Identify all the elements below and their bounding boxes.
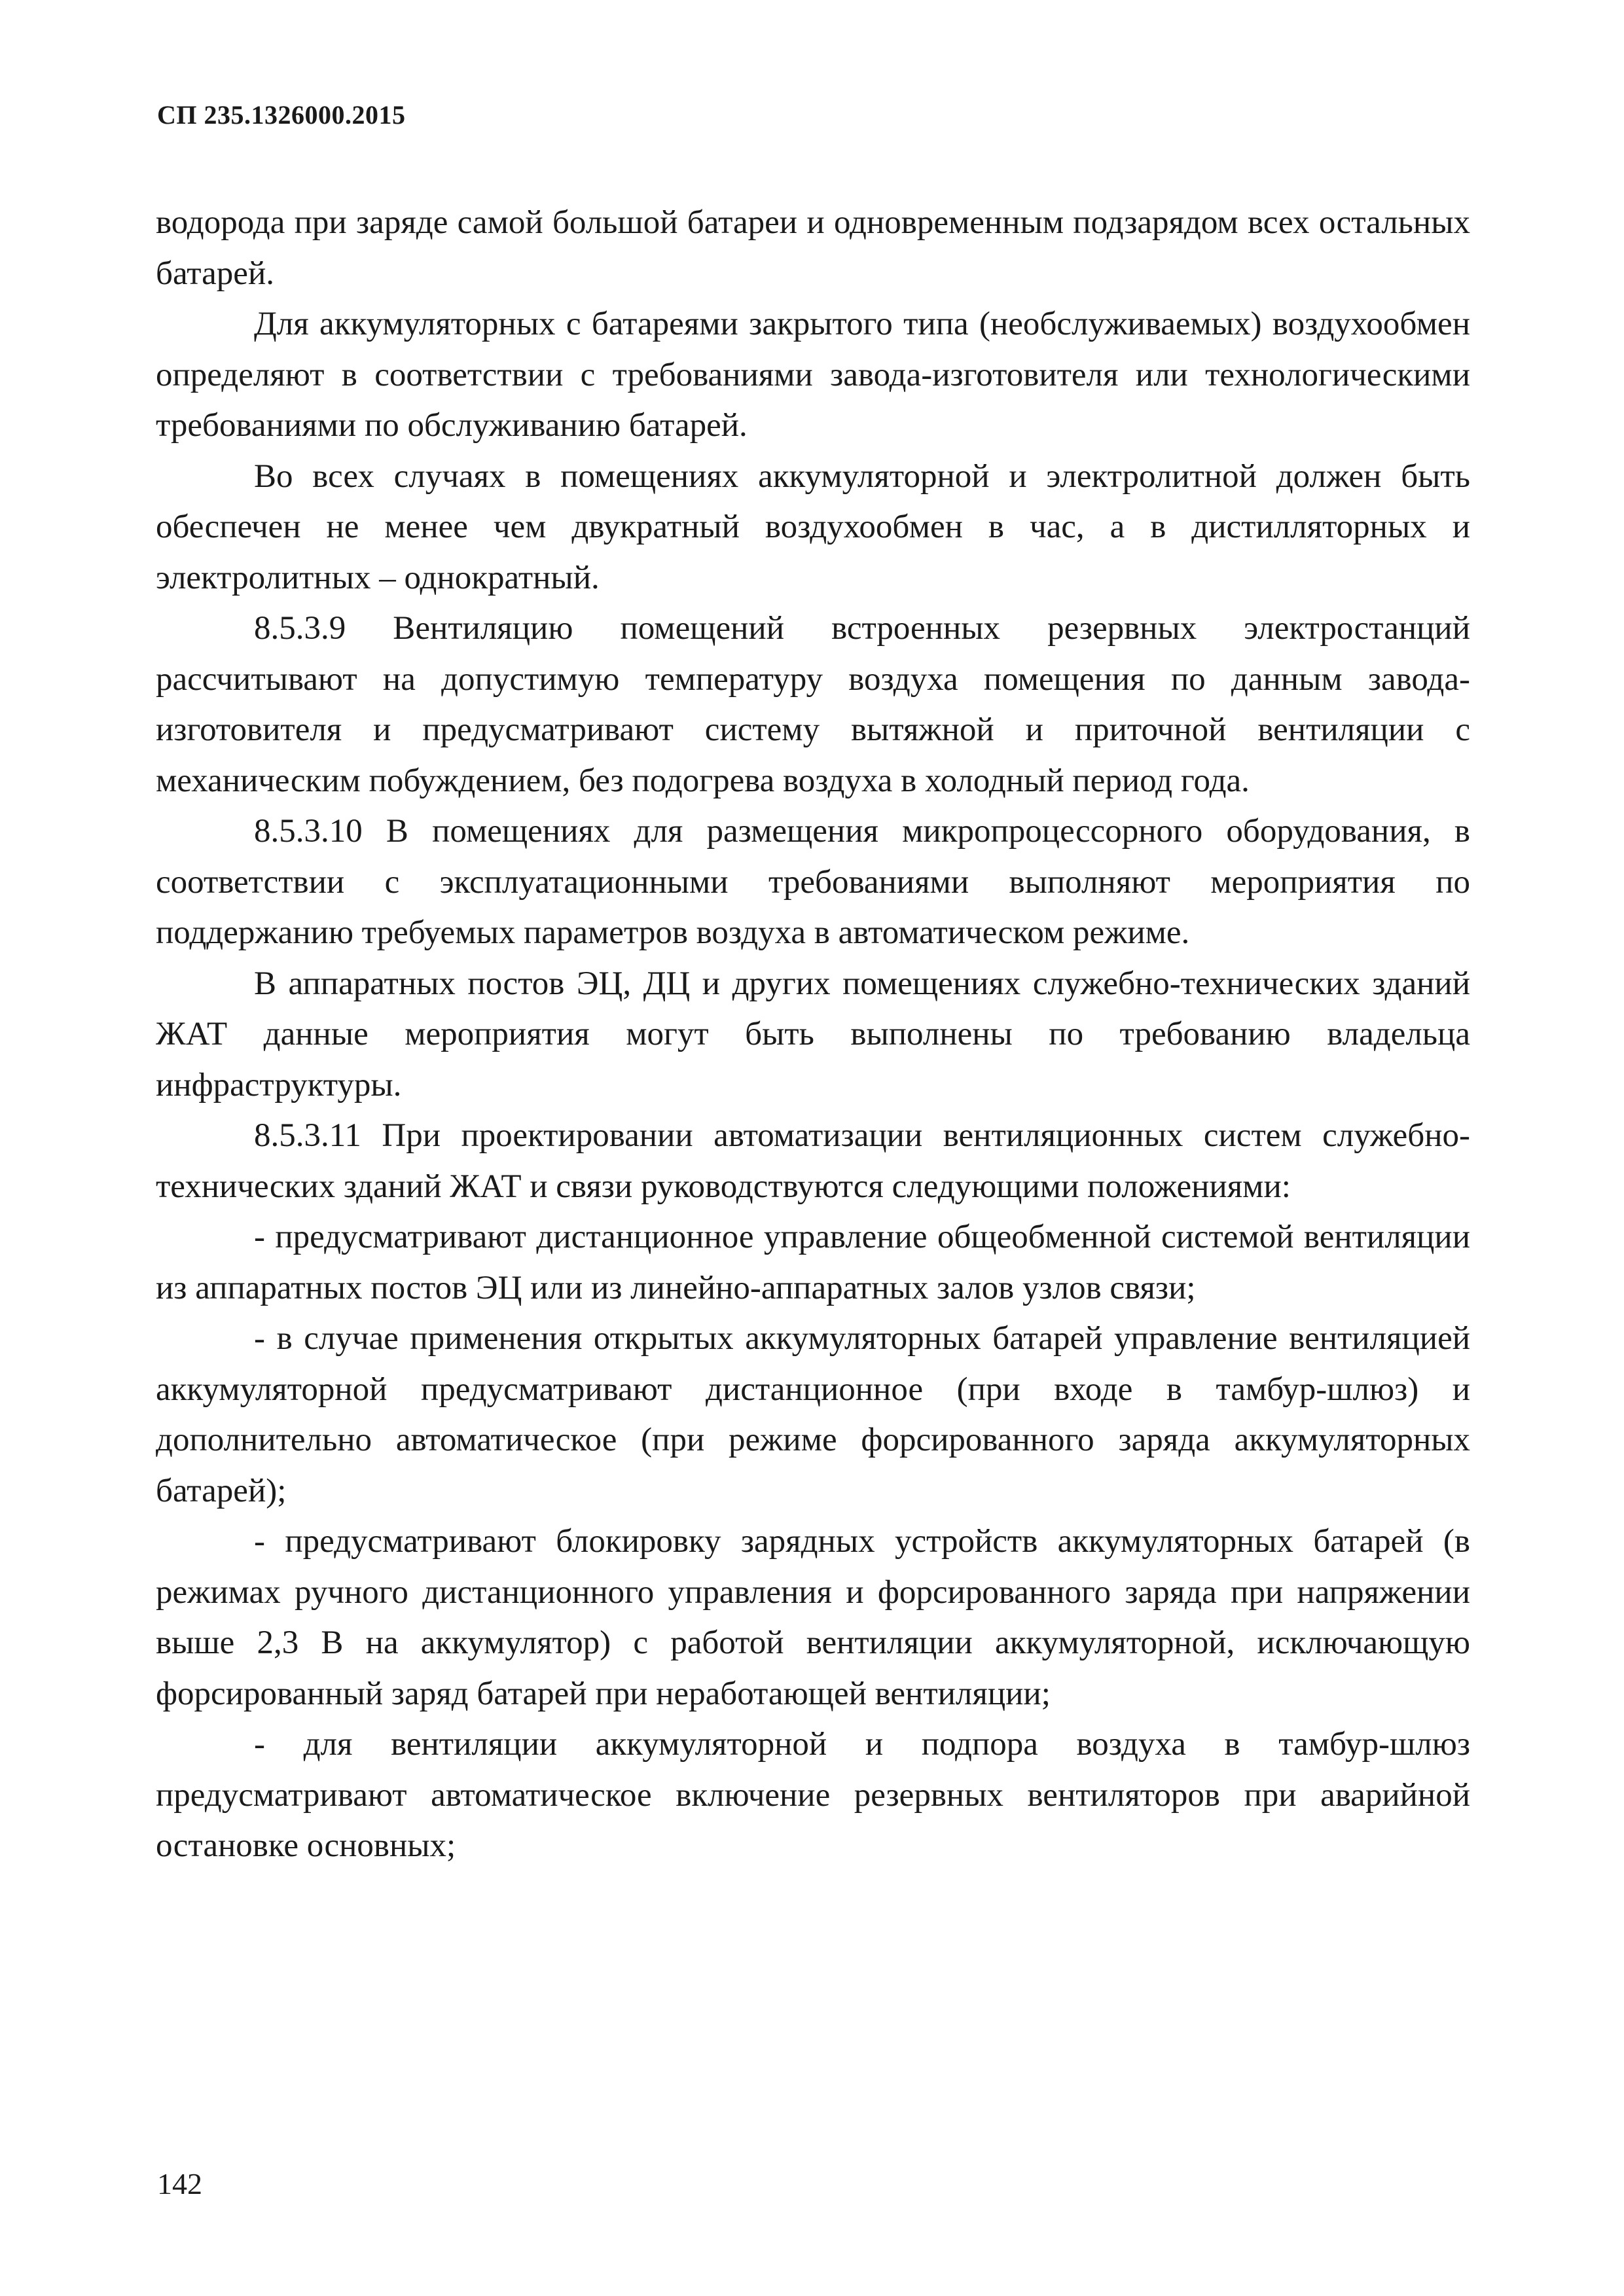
paragraph: Для аккумуляторных с батареями закрытого типа (необслуживаемых) воздухообмен определяют в соответствии с требованиями завода-изготовителя или технологическими требованиями по обслуживанию батарей. [156, 306, 1470, 444]
paragraph: водорода при заряде самой большой батареи и одновременным подзарядом всех остальных батарей. [156, 204, 1470, 292]
paragraph-8-5-3-9: 8.5.3.9 Вентиляцию помещений встроенных резервных электростанций рассчитывают на допустимую температуру воздуха помещения по данным завода-изготовителя и предусматривают систему вытяжной и приточной вентиляции с механическим побуждением, без подогрева воздуха в холодный период года. [156, 610, 1470, 799]
list-item: - в случае применения открытых аккумуляторных батарей управление вентиляцией аккумуляторной предусматривают дистанционное (при входе в тамбур-шлюз) и дополнительно автоматическое (при режиме форсированного заряда аккумуляторных батарей); [156, 1320, 1470, 1509]
list-item: - предусматривают дистанционное управление общеобменной системой вентиляции из аппаратных постов ЭЦ или из линейно-аппаратных залов узлов связи; [156, 1219, 1470, 1306]
document-header: СП 235.1326000.2015 [157, 100, 406, 130]
list-item: - предусматривают блокировку зарядных устройств аккумуляторных батарей (в режимах ручного дистанционного управления и форсированного заряда при напряжении выше 2,3 В на аккумулятор) с работой вентиляции аккумуляторной, исключающую форсированный заряд батарей при неработающей вентиляции; [156, 1523, 1470, 1712]
document-body [156, 198, 1470, 1872]
list-item: - для вентиляции аккумуляторной и подпора воздуха в тамбур-шлюз предусматривают автоматическое включение резервных вентиляторов при аварийной остановке основных; [156, 1726, 1470, 1864]
page-number: 142 [157, 2167, 202, 2200]
paragraph: В аппаратных постов ЭЦ, ДЦ и других помещениях служебно-технических зданий ЖАТ данные мероприятия могут быть выполнены по требованию владельца инфраструктуры. [156, 965, 1470, 1103]
paragraph-8-5-3-10: 8.5.3.10 В помещениях для размещения микропроцессорного оборудования, в соответствии с эксплуатационными требованиями выполняют мероприятия по поддержанию требуемых параметров воздуха в автоматическом режиме. [156, 813, 1470, 951]
paragraph: Во всех случаях в помещениях аккумуляторной и электролитной должен быть обеспечен не менее чем двукратный воздухообмен в час, а в дистилляторных и электролитных – однократный. [156, 457, 1470, 596]
paragraph-8-5-3-11: 8.5.3.11 При проектировании автоматизации вентиляционных систем служебно-технических зданий ЖАТ и связи руководствуются следующими положениями: [156, 1117, 1470, 1205]
